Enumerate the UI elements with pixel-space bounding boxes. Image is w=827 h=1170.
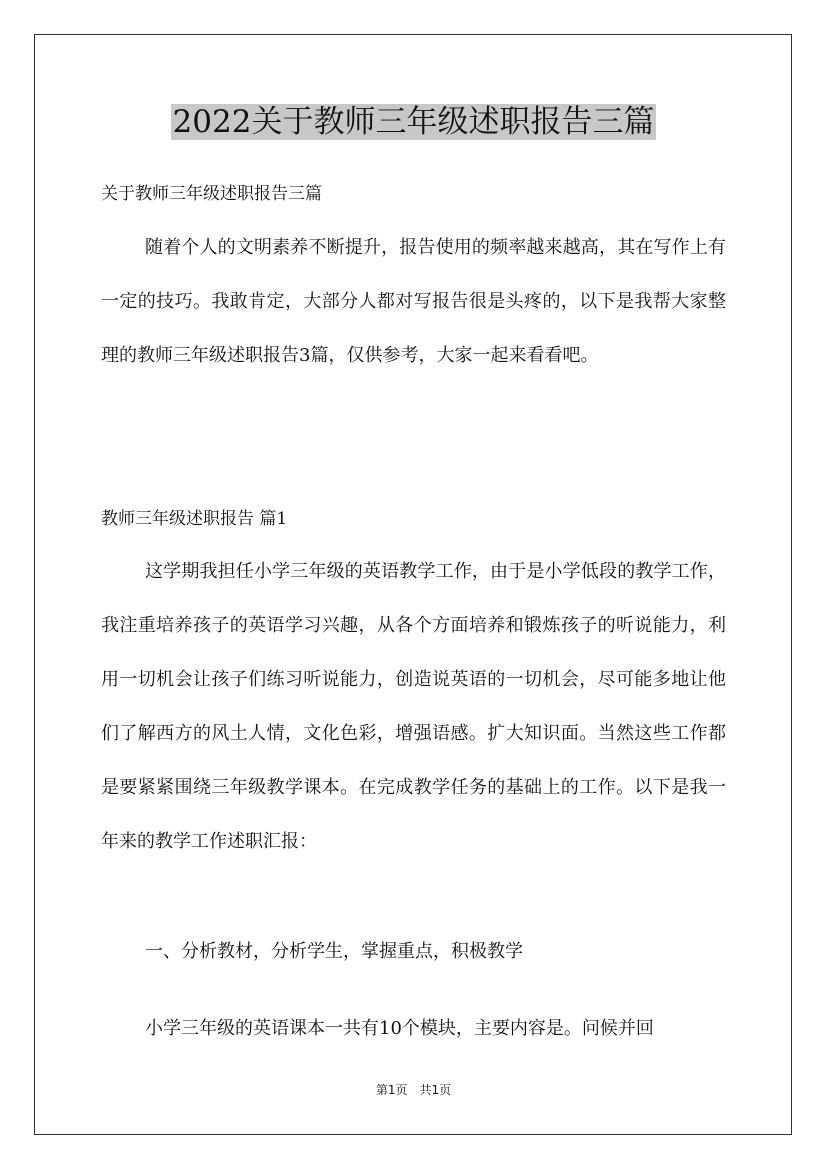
document-title: [0, 100, 827, 144]
body-paragraph: 这学期我担任小学三年级的英语教学工作，由于是小学低段的教学工作，我注重培养孩子的英语学习兴趣，从各个方面培养和锻炼孩子的听说能力，利用一切机会让孩子们练习听说能力，创造说英语的一切机会，尽可能多地让他们了解西方的风土人情，文化色彩，增强语感。扩大知识面。当然这些工作都是要紧紧围绕三年级教学课本。在完成教学任务的基础上的工作。以下是我一年来的教学工作述职汇报：: [101, 561, 726, 852]
page-number-footer: 第1页 共1页: [375, 1083, 452, 1097]
document-subtitle: 关于教师三年级述职报告三篇: [101, 184, 322, 204]
modules-paragraph: 小学三年级的英语课本一共有10个模块，主要内容是。问候并回: [145, 1018, 654, 1039]
section-heading: 教师三年级述职报告 篇1: [101, 509, 288, 529]
subheading: 一、分析教材，分析学生，掌握重点，积极教学: [145, 941, 523, 962]
intro-paragraph: 随着个人的文明素养不断提升，报告使用的频率越来越高，其在写作上有一定的技巧。我敢肯定，大部分人都对写报告很是头疼的，以下是我帮大家整理的教师三年级述职报告3篇，仅供参考，大家一起来看看吧。: [101, 237, 726, 366]
document-title-text: 2022关于教师三年级述职报告三篇: [172, 104, 655, 140]
